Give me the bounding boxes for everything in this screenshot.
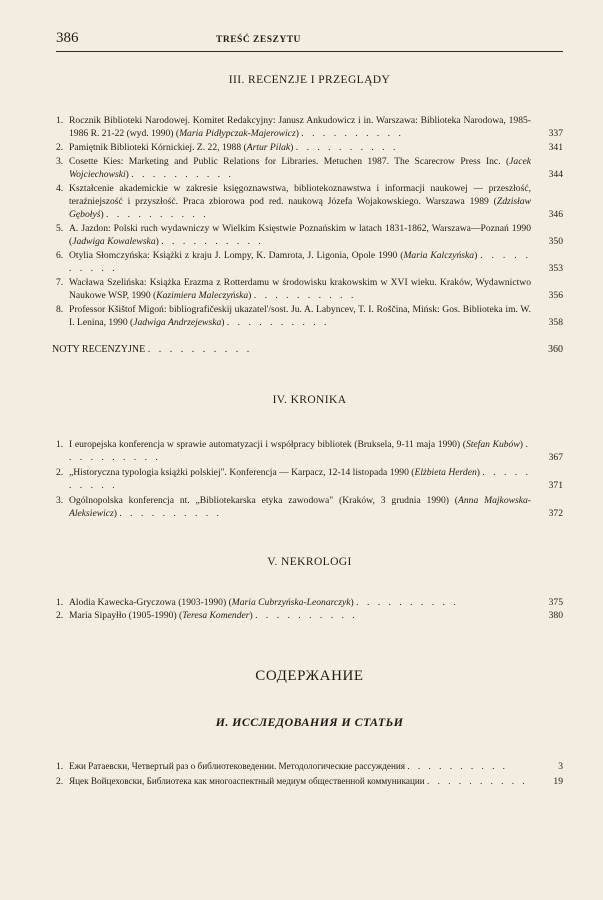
entry-author: Maria Kalczyńska (403, 250, 475, 261)
toc-entry[interactable] (56, 466, 563, 492)
entry-text: NOTY RECENZYJNE . . . . . . . . . . (52, 344, 253, 355)
toc-entry[interactable] (56, 596, 563, 609)
toc-entry[interactable] (56, 494, 563, 520)
entry-author: Maria Cubrzyńska-Leonarczyk (231, 597, 351, 608)
entry-number: 2. (56, 142, 64, 153)
kronika-list (56, 438, 563, 520)
toc-entry[interactable] (56, 155, 563, 181)
entry-author: Kazimiera Maleczyńska (156, 290, 249, 301)
toc-entry[interactable] (56, 760, 563, 773)
running-head (56, 30, 563, 52)
entry-number: 3. (56, 156, 64, 167)
entry-number: 8. (56, 304, 64, 315)
entry-page: 358 (548, 317, 563, 328)
entry-author: Maria Pidłypczak-Majerowicz (179, 128, 296, 139)
toc-entry[interactable] (56, 114, 563, 140)
noty-recenzyjne-entry[interactable] (52, 343, 563, 356)
dot-leader: . . . . . . . . . . (407, 761, 508, 771)
entry-page: 372 (548, 508, 563, 519)
entry-page: 375 (548, 597, 563, 608)
entry-page: 353 (548, 263, 563, 274)
entry-number: 2. (56, 776, 64, 787)
entry-text: Professor Kšištof Migoń: bibliografičeskij ukazatel'/sost. Ju. A. Labyncev, T. I. Roščina, Mińsk: Gos. Biblioteka im. W. I. Lenina, 1990 (Jadwiga Andrzejewska) . . . . . . . . . . (69, 304, 531, 328)
entry-page: 356 (548, 290, 563, 301)
toc-entry[interactable] (56, 182, 563, 221)
entry-author: Artur Pilak (246, 142, 291, 153)
dot-leader: . . . . . . . . . . (69, 439, 532, 463)
dot-leader: . . . . . . . . . . (356, 597, 459, 608)
entry-text: Wacława Szelińska: Książka Erazma z Rotterdamu w środowisku krakowskim w XVI wieku. Kraków, Wydawnictwo Naukowe WSP, 1990 (Kazimiera Maleczyńska) . . . . . . . . . . (69, 277, 531, 301)
dot-leader: . . . . . . . . . . (106, 209, 209, 220)
running-title: TREŚĆ ZESZYTU (216, 35, 301, 45)
toc-entry[interactable] (56, 303, 563, 329)
entry-text: Pamiętnik Biblioteki Kórnickiej. Z. 22, 1988 (Artur Pilak) . . . . . . . . . . (69, 142, 399, 153)
entry-text: Cosette Kies: Marketing and Public Relations for Libraries. Metuchen 1987. The Scarecrow Press Inc. (Jacek Wojciechowski) . . . . . . . . . . (69, 156, 531, 180)
entry-number: 4. (56, 183, 64, 194)
entry-page: 19 (553, 776, 563, 787)
dot-leader: . . . . . . . . . . (255, 610, 358, 621)
russian-section-title: И. ИССЛЕДОВАНИЯ И СТАТЬИ (215, 715, 404, 729)
entry-number: 6. (56, 250, 64, 261)
toc-entry[interactable] (56, 276, 563, 302)
entry-author: Jacek Wojciechowski (69, 156, 531, 180)
toc-entry[interactable] (56, 775, 563, 788)
section-title-nekrologi: V. NEKROLOGI (267, 556, 352, 568)
section-title-kronika: IV. KRONIKA (272, 394, 347, 406)
russian-list (56, 760, 563, 788)
toc-entry[interactable] (56, 249, 563, 275)
nekrologi-list (56, 596, 563, 622)
toc-entry[interactable] (56, 222, 563, 248)
toc-entry[interactable] (56, 141, 563, 154)
section-title-recenzje: III. RECENZJE I PRZEGLĄDY (228, 74, 391, 86)
entry-page: 380 (548, 610, 563, 621)
entry-number: 5. (56, 223, 64, 234)
entry-text: „Historyczna typologia książki polskiej". Konferencja — Karpacz, 12-14 listopada 1990 (Elżbieta Herden) . . . . . . . . . . (69, 467, 531, 491)
entry-text: Яцек Войцеховски, Библиотека как многоаспектный медиум общественной коммуникации . . . . . . . . . . (69, 776, 528, 786)
recenzje-list (56, 114, 563, 329)
entry-text: Ежи Ратаевски, Четвертый раз о библиотековедении. Методологические рассуждения . . . . . . . . . . (69, 761, 508, 771)
entry-number: 2. (56, 610, 64, 621)
entry-text: Maria Sipayłło (1905-1990) (Teresa Komender) . . . . . . . . . . (69, 610, 358, 621)
dot-leader: . . . . . . . . . . (295, 142, 399, 153)
dot-leader: . . . . . . . . . . (161, 236, 264, 247)
entry-page: 371 (548, 480, 563, 491)
entry-text: Otylia Słomczyńska: Książki z kraju J. Lompy, K. Damrota, J. Ligonia, Opole 1990 (Maria Kalczyńska) . . . . . . . . . . (69, 250, 531, 274)
entry-page: 367 (548, 452, 563, 463)
entry-text: A. Jazdon: Polski ruch wydawniczy w Wielkim Księstwie Poznańskim w latach 1831-1862, Warszawa—Poznań 1990 (Jadwiga Kowalewska) . . . . . . . . . . (69, 223, 531, 247)
entry-author: Anna Majkowska-Aleksiewicz (69, 495, 531, 519)
entry-number: 1. (56, 761, 64, 772)
entry-number: 1. (56, 597, 64, 608)
entry-page: 337 (548, 128, 563, 139)
dot-leader: . . . . . . . . . . (69, 250, 531, 274)
entry-author: Stefan Kubów (465, 439, 520, 450)
dot-leader: . . . . . . . . . . (147, 344, 253, 355)
toc-entry[interactable] (56, 438, 563, 464)
entry-text: Alodia Kawecka-Gryczowa (1903-1990) (Maria Cubrzyńska-Leonarczyk) . . . . . . . . . . (69, 597, 459, 608)
entry-author: Zdzisław Gębołyś (69, 196, 531, 220)
page-number: 386 (56, 30, 79, 46)
entry-page: 341 (548, 142, 563, 153)
entry-page: 346 (548, 209, 563, 220)
entry-number: 1. (56, 439, 64, 450)
entry-page: 344 (548, 169, 563, 180)
russian-contents-title: СОДЕРЖАНИЕ (255, 668, 364, 684)
entry-text: I europejska konferencja w sprawie automatyzacji i współpracy bibliotek (Bruksela, 9-11 maja 1990) (Stefan Kubów) . . . . . . . . . . (69, 439, 532, 463)
entry-author: Jadwiga Kowalewska (72, 236, 156, 247)
entry-author: Jadwiga Andrzejewska (133, 317, 222, 328)
entry-page: 3 (558, 761, 563, 772)
dot-leader: . . . . . . . . . . (69, 467, 531, 491)
entry-text: Ogólnopolska konferencja nt. „Bibliotekarska etyka zawodowa" (Kraków, 3 grudnia 1990) (Anna Majkowska-Aleksiewicz) . . . . . . . . . . (69, 495, 531, 519)
dot-leader: . . . . . . . . . . (131, 169, 234, 180)
dot-leader: . . . . . . . . . . (301, 128, 404, 139)
entry-number: 7. (56, 277, 64, 288)
dot-leader: . . . . . . . . . . (226, 317, 330, 328)
entry-author: Elżbieta Herden (414, 467, 477, 478)
toc-entry[interactable] (56, 609, 563, 622)
entry-number: 2. (56, 467, 64, 478)
entry-page: 360 (548, 344, 563, 355)
dot-leader: . . . . . . . . . . (119, 508, 222, 519)
dot-leader: . . . . . . . . . . (427, 776, 528, 786)
entry-text: Rocznik Biblioteki Narodowej. Komitet Redakcyjny: Janusz Ankudowicz i in. Warszawa: Biblioteka Narodowa, 1985-1986 R. 21-22 (wyd. 1990) (Maria Pidłypczak-Majerowicz) . . . . . . . . . . (69, 115, 531, 139)
entry-text: Kształcenie akademickie w zakresie księgoznawstwa, bibliotekoznawstwa i informacji naukowej — przeszłość, teraźniejszość i przyszłość. Praca zbiorowa pod red. naukową Józefa Wojakowskiego. Warszawa 1989 (Zdzisław Gębołyś) . . . . . . . . . . (69, 183, 531, 220)
entry-number: 3. (56, 495, 64, 506)
entry-number: 1. (56, 115, 64, 126)
entry-author: Teresa Komender (182, 610, 250, 621)
dot-leader: . . . . . . . . . . (253, 290, 357, 301)
entry-page: 350 (548, 236, 563, 247)
